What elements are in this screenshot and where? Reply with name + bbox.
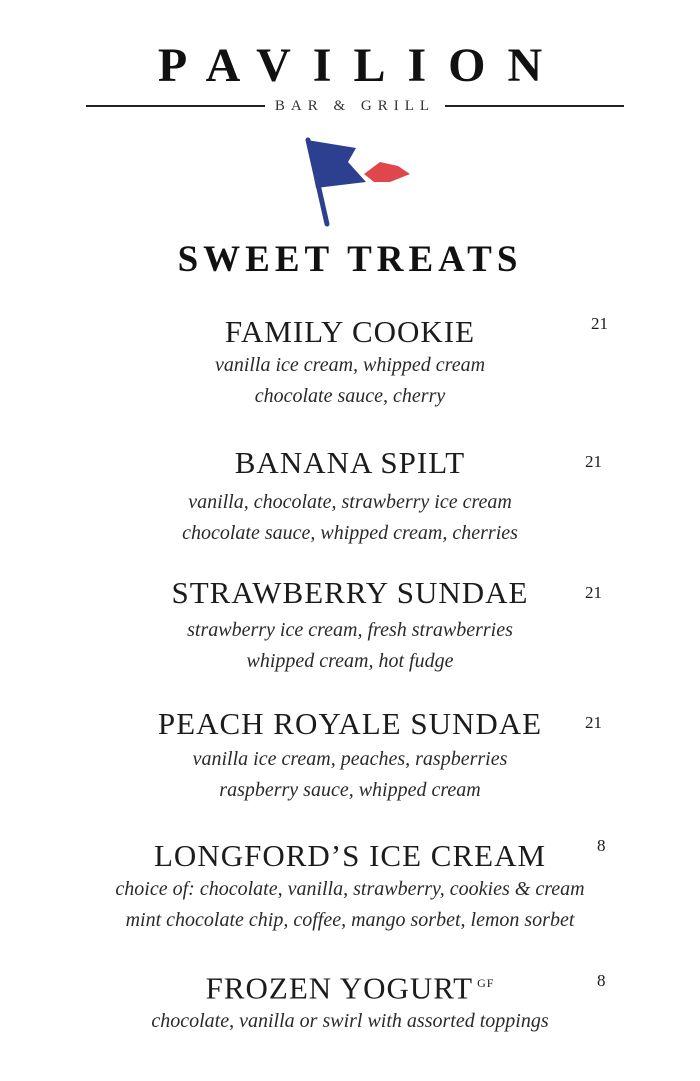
brand-title: PAVILION xyxy=(157,39,565,92)
item-price: 8 xyxy=(597,971,606,990)
item-name: PEACH ROYALE SUNDAE xyxy=(157,706,543,741)
gluten-free-tag: GF xyxy=(477,976,495,990)
item-desc-line: raspberry sauce, whipped cream xyxy=(219,779,481,801)
item-name xyxy=(0,965,700,1006)
item-desc-line: whipped cream, hot fudge xyxy=(246,650,454,672)
item-name: BANANA SPILT xyxy=(234,445,466,480)
item-name: STRAWBERRY SUNDAE xyxy=(171,575,529,610)
divider-left xyxy=(86,105,265,107)
item-price: 8 xyxy=(597,836,606,855)
item-price: 21 xyxy=(585,713,602,732)
flag-blue xyxy=(307,140,366,188)
subtitle-row xyxy=(86,95,624,117)
item-name: FAMILY COOKIE xyxy=(224,314,476,349)
item-desc-line: chocolate sauce, cherry xyxy=(254,385,446,407)
item-price: 21 xyxy=(585,583,602,602)
item-desc-line: choice of: chocolate, vanilla, strawberry, cookies & cream xyxy=(115,878,585,900)
item-desc-line: chocolate, vanilla or swirl with assorted toppings xyxy=(151,1010,549,1033)
item-desc-line: mint chocolate chip, coffee, mango sorbet, lemon sorbet xyxy=(125,909,575,931)
section-title: SWEET TREATS xyxy=(177,239,523,280)
menu-item xyxy=(0,965,700,1037)
item-desc-line: chocolate sauce, whipped cream, cherries xyxy=(182,522,518,544)
item-desc-line: vanilla ice cream, peaches, raspberries xyxy=(192,748,508,770)
item-desc-line: strawberry ice cream, fresh strawberries xyxy=(187,619,513,641)
divider-right xyxy=(445,105,624,107)
item-price: 21 xyxy=(591,314,608,333)
flag-icon xyxy=(300,136,412,228)
item-desc-line: vanilla ice cream, whipped cream xyxy=(214,354,486,376)
flag-red xyxy=(364,162,410,182)
item-name: LONGFORD’S ICE CREAM xyxy=(153,838,547,873)
item-name-text: FROZEN YOGURT xyxy=(205,970,474,1006)
subtitle: BAR & GRILL xyxy=(274,97,436,114)
item-price: 21 xyxy=(585,452,602,471)
item-desc-line: vanilla, chocolate, strawberry ice cream xyxy=(188,491,512,513)
menu-item xyxy=(0,838,700,936)
